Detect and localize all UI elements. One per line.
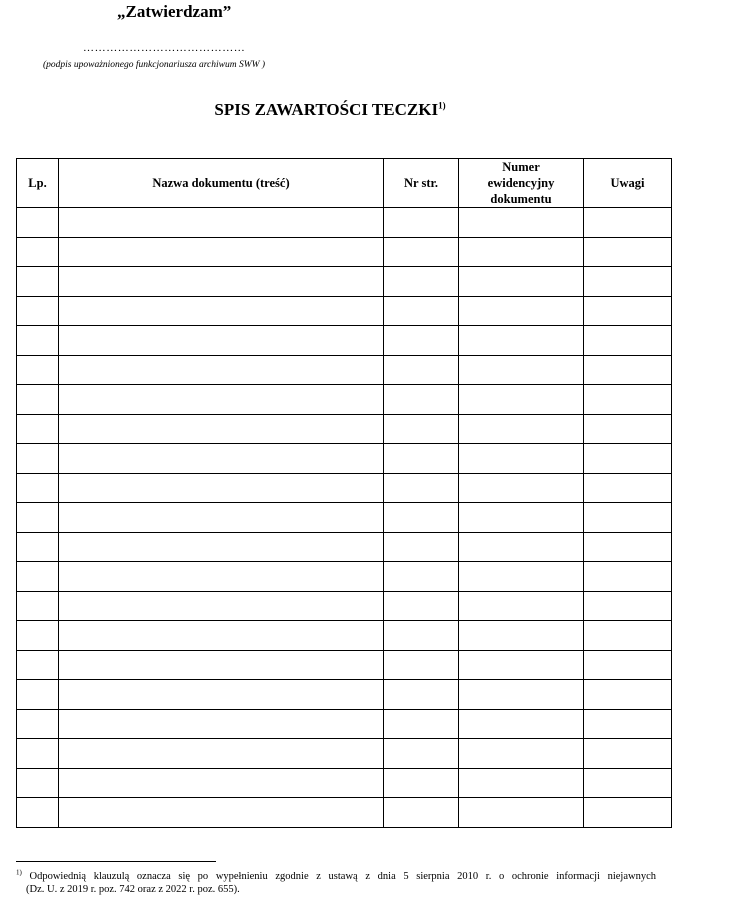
name-cell [59,739,384,769]
record-number-cell [459,473,584,503]
lp-cell [17,473,59,503]
lp-cell [17,355,59,385]
notes-cell [584,267,672,297]
name-cell [59,621,384,651]
page-cell [384,208,459,238]
name-cell [59,385,384,415]
lp-cell [17,326,59,356]
lp-cell [17,237,59,267]
name-cell [59,591,384,621]
page-cell [384,798,459,828]
lp-cell [17,680,59,710]
notes-cell [584,296,672,326]
name-cell [59,296,384,326]
record-number-cell [459,680,584,710]
table-row [17,385,672,415]
page-cell [384,355,459,385]
page-cell [384,414,459,444]
record-number-cell [459,798,584,828]
lp-cell [17,798,59,828]
record-number-cell [459,739,584,769]
page-cell [384,591,459,621]
name-cell [59,326,384,356]
notes-cell [584,473,672,503]
footnote-line1 [16,870,656,883]
table-row [17,680,672,710]
page-cell [384,621,459,651]
table-row [17,267,672,297]
table-row [17,208,672,238]
lp-cell [17,709,59,739]
table-row [17,709,672,739]
name-cell [59,473,384,503]
table-header-row [17,159,672,208]
lp-cell [17,562,59,592]
table-row [17,355,672,385]
page-cell [384,326,459,356]
table-row [17,739,672,769]
notes-cell [584,798,672,828]
lp-cell [17,768,59,798]
notes-cell [584,768,672,798]
page-cell [384,296,459,326]
page-title-text: SPIS ZAWARTOŚCI TECZKI [214,100,439,119]
record-number-cell [459,768,584,798]
record-number-cell [459,414,584,444]
lp-cell [17,444,59,474]
notes-cell [584,650,672,680]
footnote-line2: (Dz. U. z 2019 r. poz. 742 oraz z 2022 r. poz. 655). [26,884,240,895]
page-cell [384,444,459,474]
notes-cell [584,385,672,415]
name-cell [59,444,384,474]
lp-cell [17,621,59,651]
name-cell [59,503,384,533]
record-header-line2: ewidencyjny [487,176,555,190]
column-header-record-number [459,159,584,208]
name-cell [59,680,384,710]
page-cell [384,709,459,739]
notes-cell [584,326,672,356]
lp-cell [17,591,59,621]
page-cell [384,503,459,533]
record-number-cell [459,296,584,326]
footnote-text: Odpowiednią klauzulą oznacza się po wypełnieniu zgodnie z ustawą z dnia 5 sierpnia 2010 r. o ochronie informacji niejawnych [29,871,657,882]
page-cell [384,562,459,592]
notes-cell [584,621,672,651]
record-number-cell [459,621,584,651]
column-header-name: Nazwa dokumentu (treść) [59,159,384,208]
page-cell [384,473,459,503]
approval-heading: „Zatwierdzam” [117,2,232,21]
title-footnote-ref: 1) [438,100,446,111]
lp-cell [17,650,59,680]
lp-cell [17,414,59,444]
notes-cell [584,208,672,238]
lp-cell [17,532,59,562]
record-number-cell [459,385,584,415]
page-cell [384,237,459,267]
lp-cell [17,208,59,238]
name-cell [59,414,384,444]
notes-cell [584,709,672,739]
table-row [17,473,672,503]
name-cell [59,650,384,680]
name-cell [59,562,384,592]
page-cell [384,650,459,680]
table-row [17,503,672,533]
lp-cell [17,503,59,533]
table-row [17,650,672,680]
table-row [17,798,672,828]
contents-table [16,158,672,828]
table-row [17,532,672,562]
record-number-cell [459,237,584,267]
footnote-divider [16,861,216,862]
name-cell [59,532,384,562]
page-cell [384,739,459,769]
notes-cell [584,414,672,444]
record-number-cell [459,650,584,680]
record-header-line3: dokumentu [490,192,552,206]
notes-cell [584,680,672,710]
name-cell [59,768,384,798]
table-row [17,444,672,474]
table-row [17,591,672,621]
record-number-cell [459,709,584,739]
table-row [17,237,672,267]
table-row [17,326,672,356]
record-number-cell [459,444,584,474]
signature-caption: (podpis upoważnionego funkcjonariusza archiwum SWW ) [43,60,266,70]
notes-cell [584,503,672,533]
table-row [17,296,672,326]
signature-line: …………………………………… [83,42,246,54]
column-header-page: Nr str. [384,159,459,208]
record-header-line1: Numer [502,160,540,174]
record-number-cell [459,326,584,356]
page-cell [384,385,459,415]
notes-cell [584,355,672,385]
record-number-cell [459,503,584,533]
page-cell [384,680,459,710]
lp-cell [17,385,59,415]
notes-cell [584,591,672,621]
table-row [17,414,672,444]
page-cell [384,532,459,562]
table-row [17,621,672,651]
notes-cell [584,739,672,769]
column-header-notes: Uwagi [584,159,672,208]
table-body [17,208,672,828]
name-cell [59,709,384,739]
lp-cell [17,296,59,326]
notes-cell [584,562,672,592]
record-number-cell [459,532,584,562]
column-header-lp: Lp. [17,159,59,208]
page-cell [384,267,459,297]
name-cell [59,798,384,828]
lp-cell [17,739,59,769]
lp-cell [17,267,59,297]
table-row [17,768,672,798]
notes-cell [584,532,672,562]
footnote [16,870,656,896]
record-number-cell [459,562,584,592]
name-cell [59,267,384,297]
page-title [0,100,660,120]
notes-cell [584,444,672,474]
name-cell [59,208,384,238]
record-number-cell [459,208,584,238]
record-number-cell [459,267,584,297]
footnote-mark: 1) [16,868,22,877]
name-cell [59,237,384,267]
name-cell [59,355,384,385]
page-cell [384,768,459,798]
record-number-cell [459,355,584,385]
notes-cell [584,237,672,267]
record-number-cell [459,591,584,621]
table-row [17,562,672,592]
